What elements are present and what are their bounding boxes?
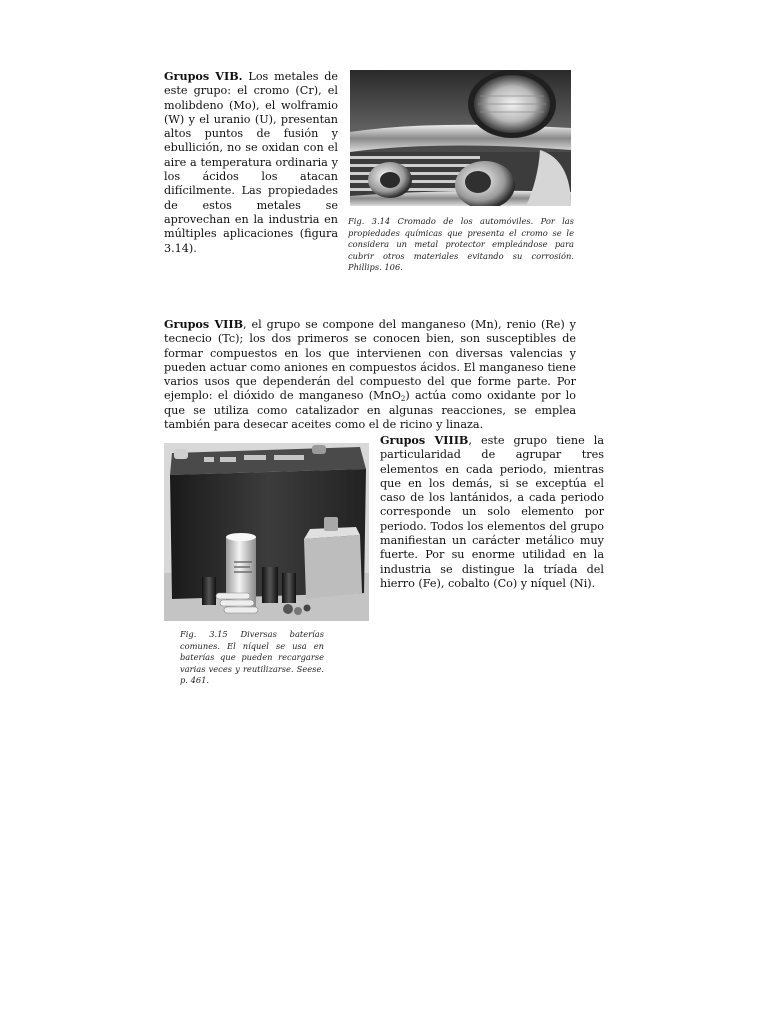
heading-grupos-viib: Grupos VIIB — [164, 317, 244, 331]
body-grupos-viib-part2: ) actúa como oxidante por lo que se utiliza como catalizador en algunas reacciones, se emplea también para desecar aceites como el de ricino y linaza. — [164, 389, 576, 432]
paragraph-grupos-viib — [164, 317, 576, 432]
heading-grupos-viiib: Grupos VIIIB — [380, 433, 469, 447]
paragraph-grupos-vib — [164, 69, 338, 256]
heading-grupos-vib: Grupos VIB. — [164, 69, 243, 83]
paragraph-grupos-viiib — [380, 433, 604, 591]
formula-subscript: 2 — [400, 395, 406, 404]
figure-3-14-photo — [350, 70, 571, 206]
figure-3-15-caption: Fig. 3.15 Diversas baterías comunes. El níquel se usa en baterías que pueden recargarse varias veces y reutilizarse. Seese. p. 461. — [180, 629, 324, 685]
body-grupos-viiib: , este grupo tiene la particularidad de agrupar tres elementos en cada periodo, mientras que en los demás, si se exceptúa el caso de los lantánidos, a cada periodo corresponde un solo elemento por periodo. Todos los elementos del grupo manifiestan un carácter metálico muy fuerte. Por su enorme utilidad en la industria se distingue la tríada del hierro (Fe), cobalto (Co) y níquel (Ni). — [380, 434, 604, 590]
figure-3-15-photo — [164, 443, 369, 621]
body-grupos-vib: Los metales de este grupo: el cromo (Cr), el molibdeno (Mo), el wolframio (W) y el uranio (U), presentan altos puntos de fusión y ebullición, no se oxidan con el aire a temperatura ordinaria y los ácidos los atacan difícilmente. Las propiedades de estos metales se aprovechan en la industria en múltiples aplicaciones (figura 3.14). — [164, 70, 339, 255]
figure-3-14-caption: Fig. 3.14 Cromado de los automóviles. Por las propiedades químicas que presenta el cromo se le considera un metal protector empleándose para cubrir otros materiales evitando su corrosión. Phillips. 106. — [348, 216, 574, 272]
body-grupos-viib-part1: , el grupo se compone del manganeso (Mn), renio (Re) y tecnecio (Tc); los dos primeros se conocen bien, son susceptibles de formar compuestos en los que intervienen con diversas valencias y pueden actuar como aniones en compuestos ácidos. El manganeso tiene varios usos que dependerán del compuesto del que forme parte. Por ejemplo: el dióxido de manganeso (MnO — [164, 318, 576, 403]
